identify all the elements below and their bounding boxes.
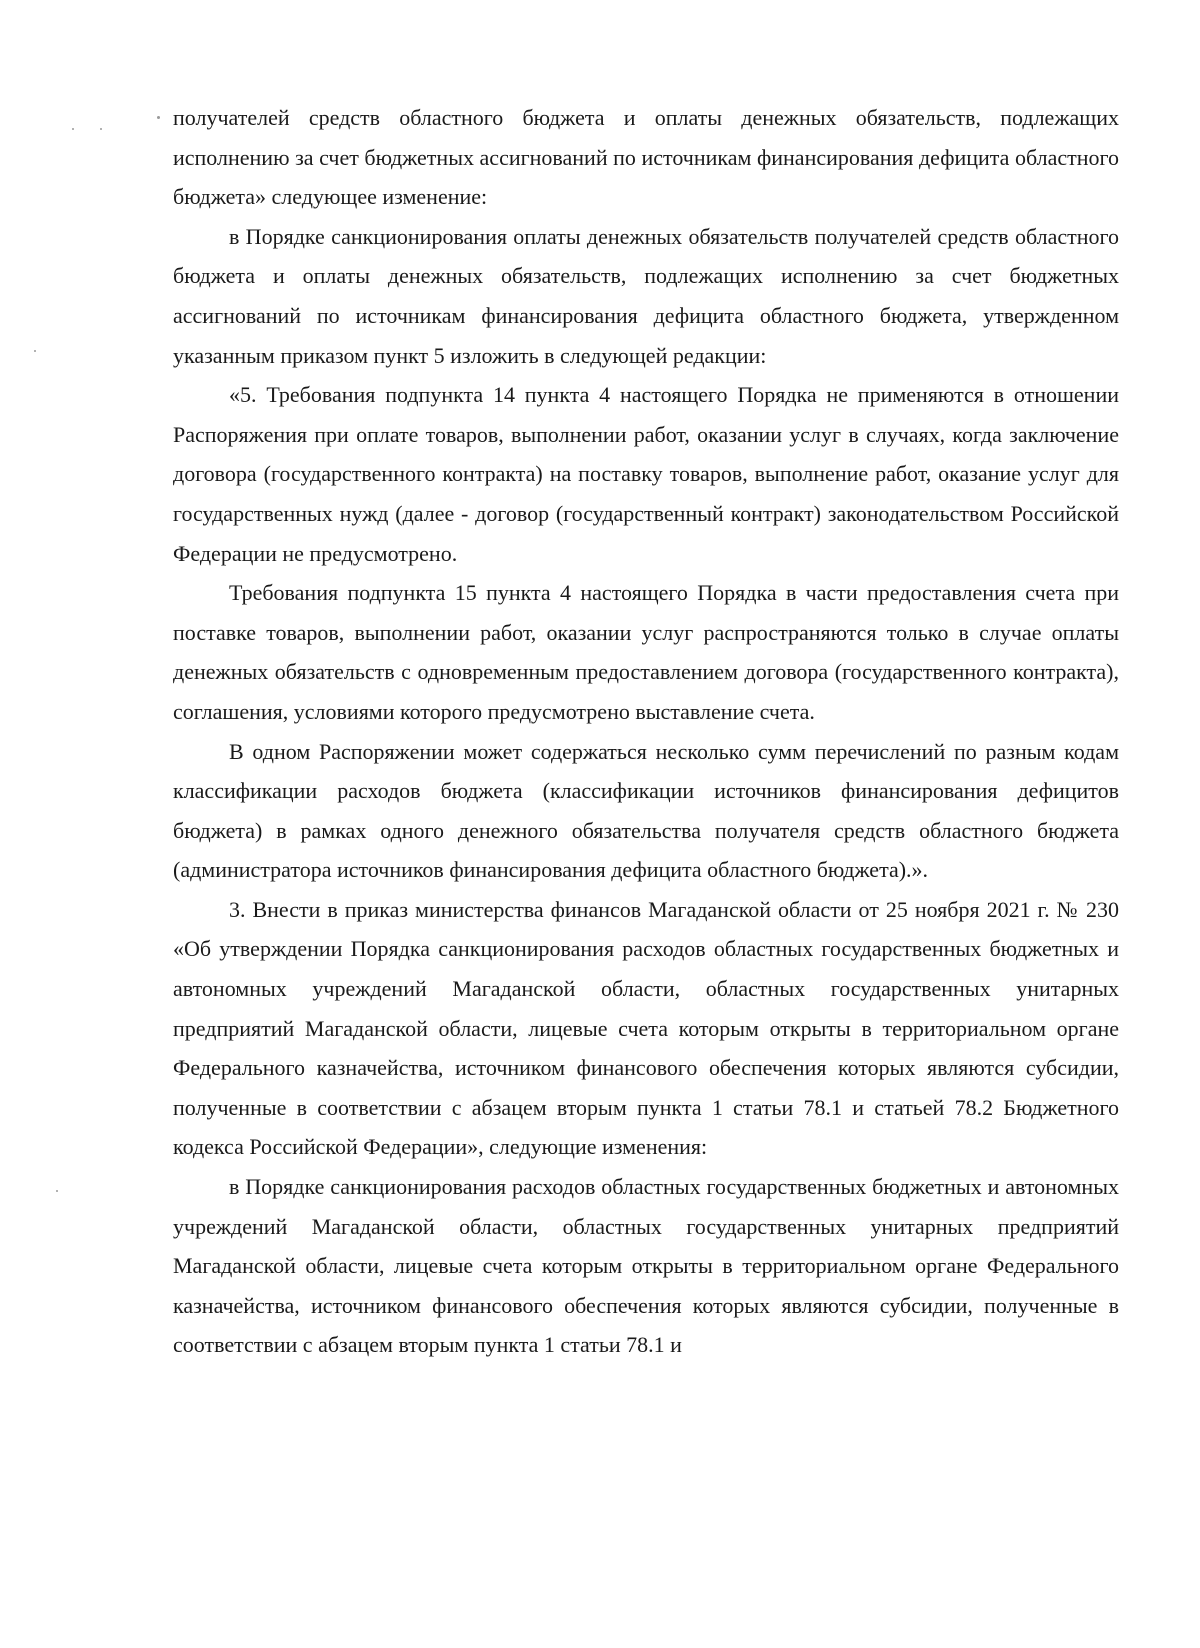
scan-speck — [72, 128, 74, 130]
scan-speck — [56, 1190, 58, 1192]
paragraph: в Порядке санкционирования расходов областных государственных бюджетных и автономных учреждений Магаданской области, областных государственных унитарных предприятий Магаданской области, лицевые счета которым открыты в территориальном органе Федерального казначейства, источником финансового обеспечения которых являются субсидии, полученные в соответствии с абзацем вторым пункта 1 статьи 78.1 и — [173, 1174, 1119, 1358]
paragraph: «5. Требования подпункта 14 пункта 4 настоящего Порядка не применяются в отношении Распоряжения при оплате товаров, выполнении работ, оказании услуг в случаях, когда заключение договора (государственного контракта) на поставку товаров, выполнение работ, оказание услуг для государственных нужд (далее - договор (государственный контракт) законодательством Российской Федерации не предусмотрено. — [173, 382, 1119, 566]
scan-speck — [34, 350, 36, 352]
paragraph: получателей средств областного бюджета и оплаты денежных обязательств, подлежащих исполнению за счет бюджетных ассигнований по источникам финансирования дефицита областного бюджета» следующее изменение: — [173, 105, 1119, 210]
paragraph: 3. Внести в приказ министерства финансов Магаданской области от 25 ноября 2021 г. № 230 «Об утверждении Порядка санкционирования расходов областных государственных бюджетных и автономных учреждений Магаданской области, областных государственных унитарных предприятий Магаданской области, лицевые счета которым открыты в территориальном органе Федерального казначейства, источником финансового обеспечения которых являются субсидии, полученные в соответствии с абзацем вторым пункта 1 статьи 78.1 и статьей 78.2 Бюджетного кодекса Российской Федерации», следующие изменения: — [173, 896, 1119, 1160]
paragraph: в Порядке санкционирования оплаты денежных обязательств получателей средств областного бюджета и оплаты денежных обязательств, подлежащих исполнению за счет бюджетных ассигнований по источникам финансирования дефицита областного бюджета, утвержденном указанным приказом пункт 5 изложить в следующей редакции: — [173, 223, 1119, 368]
paragraph: Требования подпункта 15 пункта 4 настоящего Порядка в части предоставления счета при поставке товаров, выполнении работ, оказании услуг распространяются только в случае оплаты денежных обязательств с одновременным предоставлением договора (государственного контракта), соглашения, условиями которого предусмотрено выставление счета. — [173, 580, 1119, 724]
scan-speck — [100, 128, 102, 130]
scan-speck — [157, 116, 160, 119]
document-body — [173, 98, 1119, 1365]
paragraph: В одном Распоряжении может содержаться несколько сумм перечислений по разным кодам классификации расходов бюджета (классификации источников финансирования дефицитов бюджета) в рамках одного денежного обязательства получателя средств областного бюджета (администратора источников финансирования дефицита областного бюджета).». — [173, 738, 1119, 883]
